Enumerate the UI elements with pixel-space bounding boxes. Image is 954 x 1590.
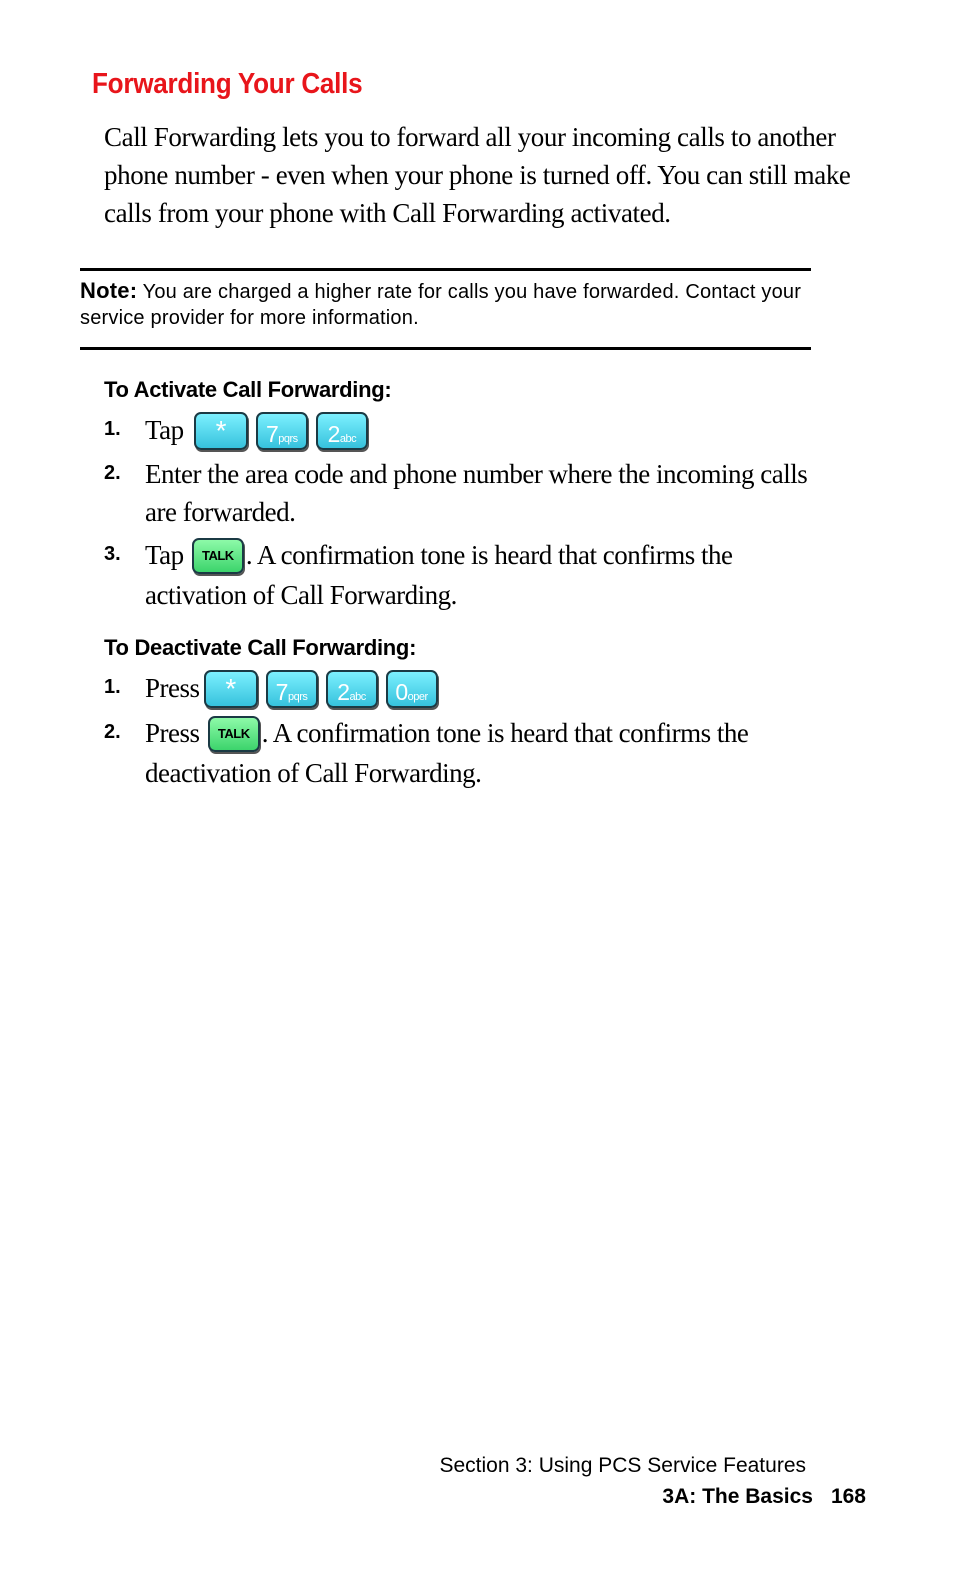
- page-title: Forwarding Your Calls: [92, 68, 363, 100]
- note-text: You are charged a higher rate for calls you have forwarded. Contact your service provider for more information.: [80, 281, 802, 329]
- seven-key-icon: 7pqrs: [266, 670, 318, 708]
- step-number: 1.: [104, 676, 121, 698]
- step-text: . A confirmation tone is heard that confirms the activation of Call Forwarding.: [145, 540, 733, 610]
- step-number: 3.: [104, 543, 121, 565]
- star-key-icon: *: [204, 670, 258, 708]
- step-verb: Press: [145, 673, 200, 703]
- deactivate-step-2: [104, 714, 814, 794]
- talk-key-icon: TALK: [208, 716, 260, 752]
- deactivate-heading: To Deactivate Call Forwarding:: [104, 635, 417, 660]
- note-top-rule: [80, 268, 811, 271]
- two-key-icon: 2abc: [326, 670, 378, 708]
- step-number: 2.: [104, 721, 121, 743]
- footer-chapter-label: 3A: The Basics: [662, 1485, 813, 1508]
- activate-heading: To Activate Call Forwarding:: [104, 377, 392, 402]
- step-verb: Tap: [145, 415, 184, 445]
- step-verb: Press: [145, 718, 200, 748]
- activate-step-1: [104, 411, 814, 451]
- step-text: Enter the area code and phone number where the incoming calls are forwarded.: [145, 459, 808, 527]
- step-number: 1.: [104, 418, 121, 440]
- footer-section-label: Section 3: Using PCS Service Features: [439, 1454, 806, 1477]
- two-key-icon: 2abc: [316, 412, 368, 450]
- step-verb: Tap: [145, 540, 184, 570]
- deactivate-step-1: [104, 669, 814, 709]
- page-number: 168: [830, 1485, 866, 1508]
- note-bottom-rule: [80, 347, 811, 350]
- note-label: Note:: [80, 278, 138, 303]
- seven-key-icon: 7pqrs: [256, 412, 308, 450]
- footer-chapter: [662, 1485, 866, 1509]
- intro-paragraph: Call Forwarding lets you to forward all your incoming calls to another phone number - even when your phone is turned off. You can still make calls from your phone with Call Forwarding activated.: [104, 122, 851, 228]
- activate-step-2: [104, 455, 814, 535]
- step-number: 2.: [104, 462, 121, 484]
- star-key-icon: *: [194, 412, 248, 450]
- note-box: [80, 278, 815, 331]
- step-text: . A confirmation tone is heard that confirms the deactivation of Call Forwarding.: [145, 718, 749, 788]
- activate-step-3: [104, 536, 814, 616]
- zero-key-icon: 0oper: [386, 670, 438, 708]
- talk-key-icon: TALK: [192, 538, 244, 574]
